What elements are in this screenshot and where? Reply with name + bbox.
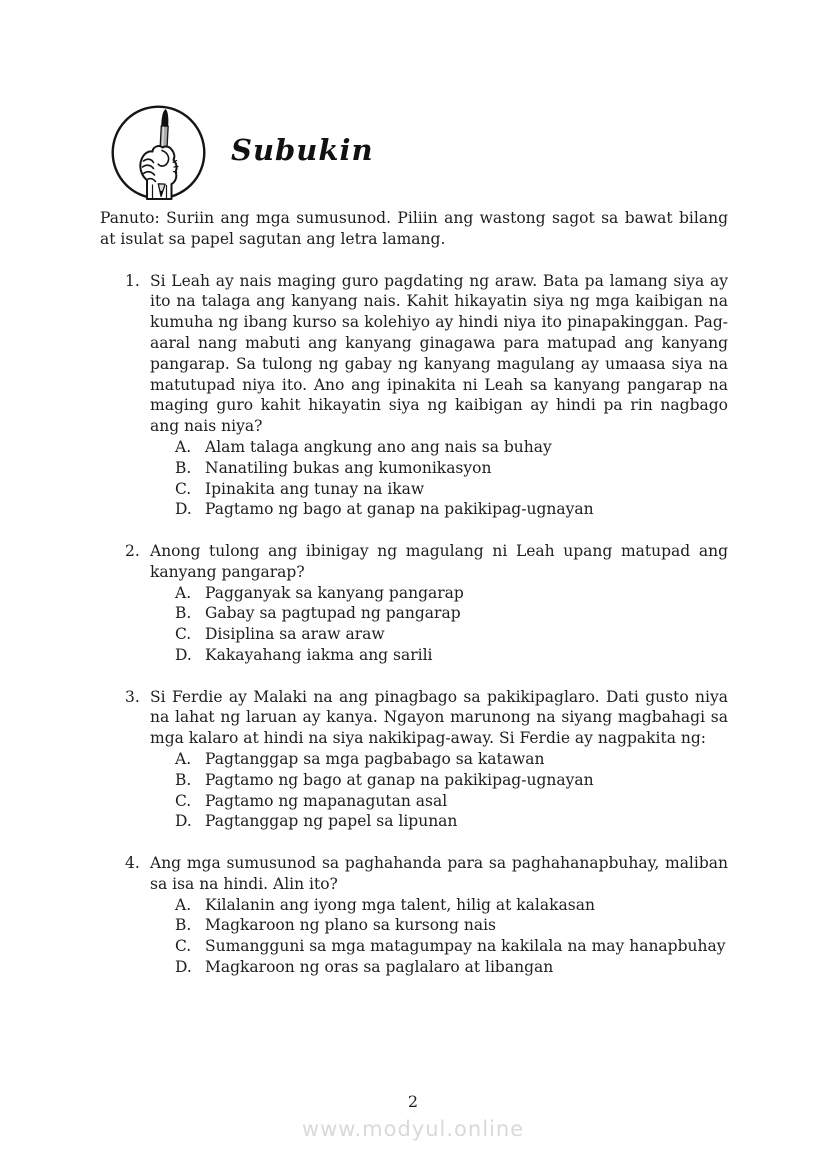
option-letter: A. [175,583,192,602]
page-content [100,208,728,998]
section-title: Subukin [231,132,374,167]
answer-option [175,603,728,624]
option-letter: D. [175,957,192,976]
answer-option [175,915,728,936]
option-text: Kakayahang iakma ang sarili [205,645,433,664]
option-text: Alam talaga angkung ano ang nais sa buhay [205,437,552,456]
option-list [150,437,728,520]
answer-option [175,811,728,832]
option-text: Magkaroon ng plano sa kursong nais [205,916,497,935]
option-letter: C. [175,479,192,498]
answer-option [175,895,728,916]
option-letter: C. [175,625,192,644]
option-text: Magkaroon ng oras sa paglalaro at libangan [205,957,554,976]
option-list [150,895,728,978]
option-letter: B. [175,604,192,623]
answer-option [175,624,728,645]
question-item [125,541,728,666]
question-number: 3. [125,687,140,706]
option-letter: D. [175,812,192,831]
option-text: Sumangguni sa mga matagumpay na kakilala na may hanapbuhay [205,937,726,956]
section-header [110,104,374,201]
option-text: Kilalanin ang iyong mga talent, hilig at kalakasan [205,895,595,914]
question-item [125,271,728,521]
option-letter: C. [175,791,192,810]
option-text: Ipinakita ang tunay na ikaw [205,479,425,498]
question-item [125,853,728,978]
answer-option [175,770,728,791]
option-letter: A. [175,749,192,768]
answer-option [175,583,728,604]
option-text: Nanatiling bukas ang kumonikasyon [205,458,492,477]
option-text: Disiplina sa araw araw [205,625,385,644]
answer-option [175,645,728,666]
question-list [100,271,728,978]
question-number: 1. [125,271,140,290]
option-list [150,583,728,666]
answer-option [175,499,728,520]
question-content [150,271,728,521]
answer-option [175,437,728,458]
question-text: Si Ferdie ay Malaki na ang pinagbago sa pakikipaglaro. Dati gusto niya na lahat ng laruan ay kanya. Ngayon marunong na siyang magbahagi sa mga kalaro at hindi na siya nakikipag-away. Si Ferdie ay nagpakita ng: [150,687,728,748]
option-text: Pagganyak sa kanyang pangarap [205,583,464,602]
option-letter: C. [175,937,192,956]
question-content [150,541,728,666]
option-text: Pagtamo ng bago at ganap na pakikipag-ugnayan [205,770,594,789]
option-letter: B. [175,916,192,935]
answer-option [175,749,728,770]
question-number: 4. [125,853,140,872]
question-text: Ang mga sumusunod sa paghahanda para sa paghahanapbuhay, maliban sa isa na hindi. Alin ito? [150,853,728,893]
answer-option [175,479,728,500]
option-letter: A. [175,437,192,456]
question-item [125,687,728,833]
hand-holding-pencil-icon [110,104,207,201]
question-number: 2. [125,541,140,560]
option-text: Gabay sa pagtupad ng pangarap [205,604,461,623]
question-text: Si Leah ay nais maging guro pagdating ng araw. Bata pa lamang siya ay ito na talaga ang kanyang nais. Kahit hikayatin siya ng mga kaibigan na kumuha ng ibang kurso sa kolehiyo ay hindi niya ito pinapakinggan. Pag-aaral nang mabuti ang kanyang ginagawa para matupad ang kanyang pangarap. Sa tulong ng gabay ng kanyang magulang ay umaasa siya na matutupad niya ito. Ano ang ipinakita ni Leah sa kanyang pangarap na maging guro kahit hikayatin siya ng kaibigan ay hindi pa rin nagbago ang nais niya? [150,271,728,436]
answer-option [175,791,728,812]
option-list [150,749,728,832]
answer-option [175,458,728,479]
question-content [150,687,728,833]
option-text: Pagtamo ng mapanagutan asal [205,791,448,810]
option-text: Pagtanggap ng papel sa lipunan [205,812,458,831]
page-number: 2 [407,1092,419,1111]
answer-option [175,936,728,957]
watermark-url: www.modyul.online [301,1117,525,1141]
option-letter: D. [175,645,192,664]
question-content [150,853,728,978]
option-letter: A. [175,895,192,914]
answer-option [175,957,728,978]
option-letter: D. [175,500,192,519]
option-text: Pagtanggap sa mga pagbabago sa katawan [205,749,545,768]
option-text: Pagtamo ng bago at ganap na pakikipag-ugnayan [205,500,594,519]
option-letter: B. [175,770,192,789]
option-letter: B. [175,458,192,477]
question-text: Anong tulong ang ibinigay ng magulang ni Leah upang matupad ang kanyang pangarap? [150,541,728,581]
instructions-text: Panuto: Suriin ang mga sumusunod. Piliin ang wastong sagot sa bawat bilang at isulat sa papel sagutan ang letra lamang. [100,209,728,248]
